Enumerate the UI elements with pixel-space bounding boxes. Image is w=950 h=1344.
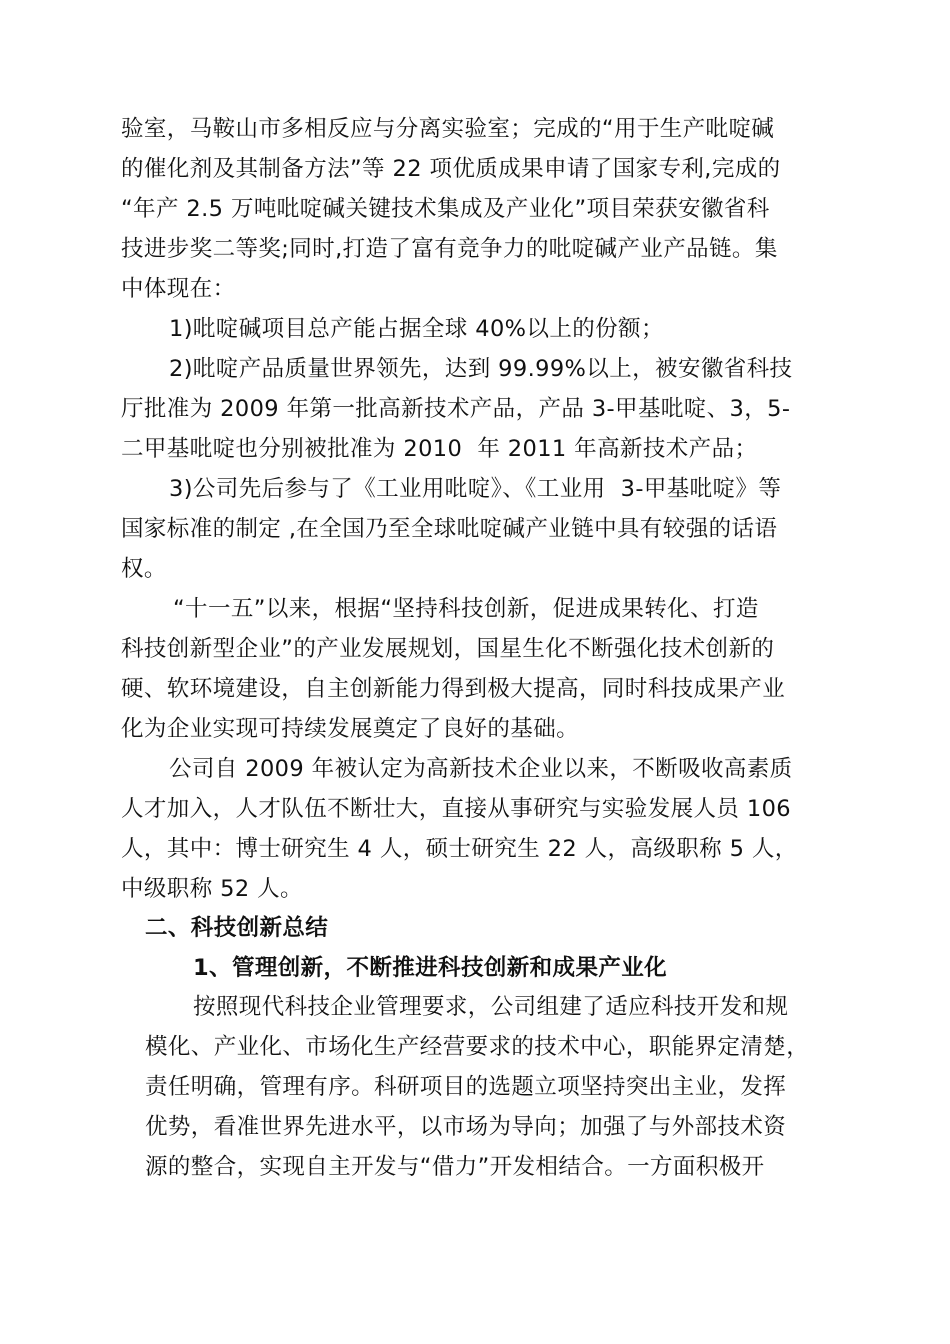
text-line: “十一五”以来，根据“坚持科技创新，促进成果转化、打造 (173, 596, 759, 622)
subsection-heading: 1、管理创新，不断推进科技创新和成果产业化 (193, 955, 668, 981)
text-line: 模化、产业化、市场化生产经营要求的技术中心，职能界定清楚， (145, 1034, 810, 1060)
text-line: 源的整合，实现自主开发与“借力”开发相结合。一方面积极开 (145, 1154, 765, 1180)
text-line: 人才加入，人才队伍不断壮大，直接从事研究与实验发展人员 106 (121, 796, 791, 822)
text-line: 公司自 2009 年被认定为高新技术企业以来，不断吸收高素质 (169, 756, 793, 782)
section-heading: 二、科技创新总结 (145, 915, 329, 941)
text-line: 硬、软环境建设，自主创新能力得到极大提高，同时科技成果产业 (121, 676, 786, 702)
text-line: 优势，看准世界先进水平，以市场为导向；加强了与外部技术资 (145, 1114, 787, 1140)
text-line: 科技创新型企业”的产业发展规划，国星生化不断强化技术创新的 (121, 636, 775, 662)
list-item-line: 1)吡啶碱项目总产能占据全球 40%以上的份额； (169, 316, 664, 342)
text-line: “年产 2.5 万吨吡啶碱关键技术集成及产业化”项目荣获安徽省科 (121, 196, 770, 222)
text-line: 的催化剂及其制备方法”等 22 项优质成果申请了国家专利,完成的 (121, 156, 781, 182)
text-line: 按照现代科技企业管理要求，公司组建了适应科技开发和规 (193, 994, 789, 1020)
list-item-line: 二甲基吡啶也分别被批准为 2010 年 2011 年高新技术产品； (121, 436, 758, 462)
list-item-line: 厅批准为 2009 年第一批高新技术产品，产品 3-甲基吡啶、3，5- (121, 396, 791, 422)
list-item-line: 2)吡啶产品质量世界领先，达到 99.99%以上，被安徽省科技 (169, 356, 793, 382)
text-line: 中级职称 52 人。 (121, 876, 303, 902)
text-line: 中体现在： (121, 276, 236, 302)
list-item-line: 国家标准的制定 ,在全国乃至全球吡啶碱产业链中具有较强的话语 (121, 516, 778, 542)
text-line: 责任明确，管理有序。科研项目的选题立项坚持突出主业，发挥 (145, 1074, 787, 1100)
list-item-line: 3)公司先后参与了《工业用吡啶》、《工业用 3-甲基吡啶》等 (169, 476, 782, 502)
text-line: 验室，马鞍山市多相反应与分离实验室；完成的“用于生产吡啶碱 (121, 116, 775, 142)
text-line: 化为企业实现可持续发展奠定了良好的基础。 (121, 716, 580, 742)
text-line: 技进步奖二等奖;同时,打造了富有竞争力的吡啶碱产业产品链。集 (121, 236, 778, 262)
list-item-line: 权。 (121, 556, 167, 582)
text-line: 人，其中：博士研究生 4 人，硕士研究生 22 人，高级职称 5 人， (121, 836, 798, 862)
